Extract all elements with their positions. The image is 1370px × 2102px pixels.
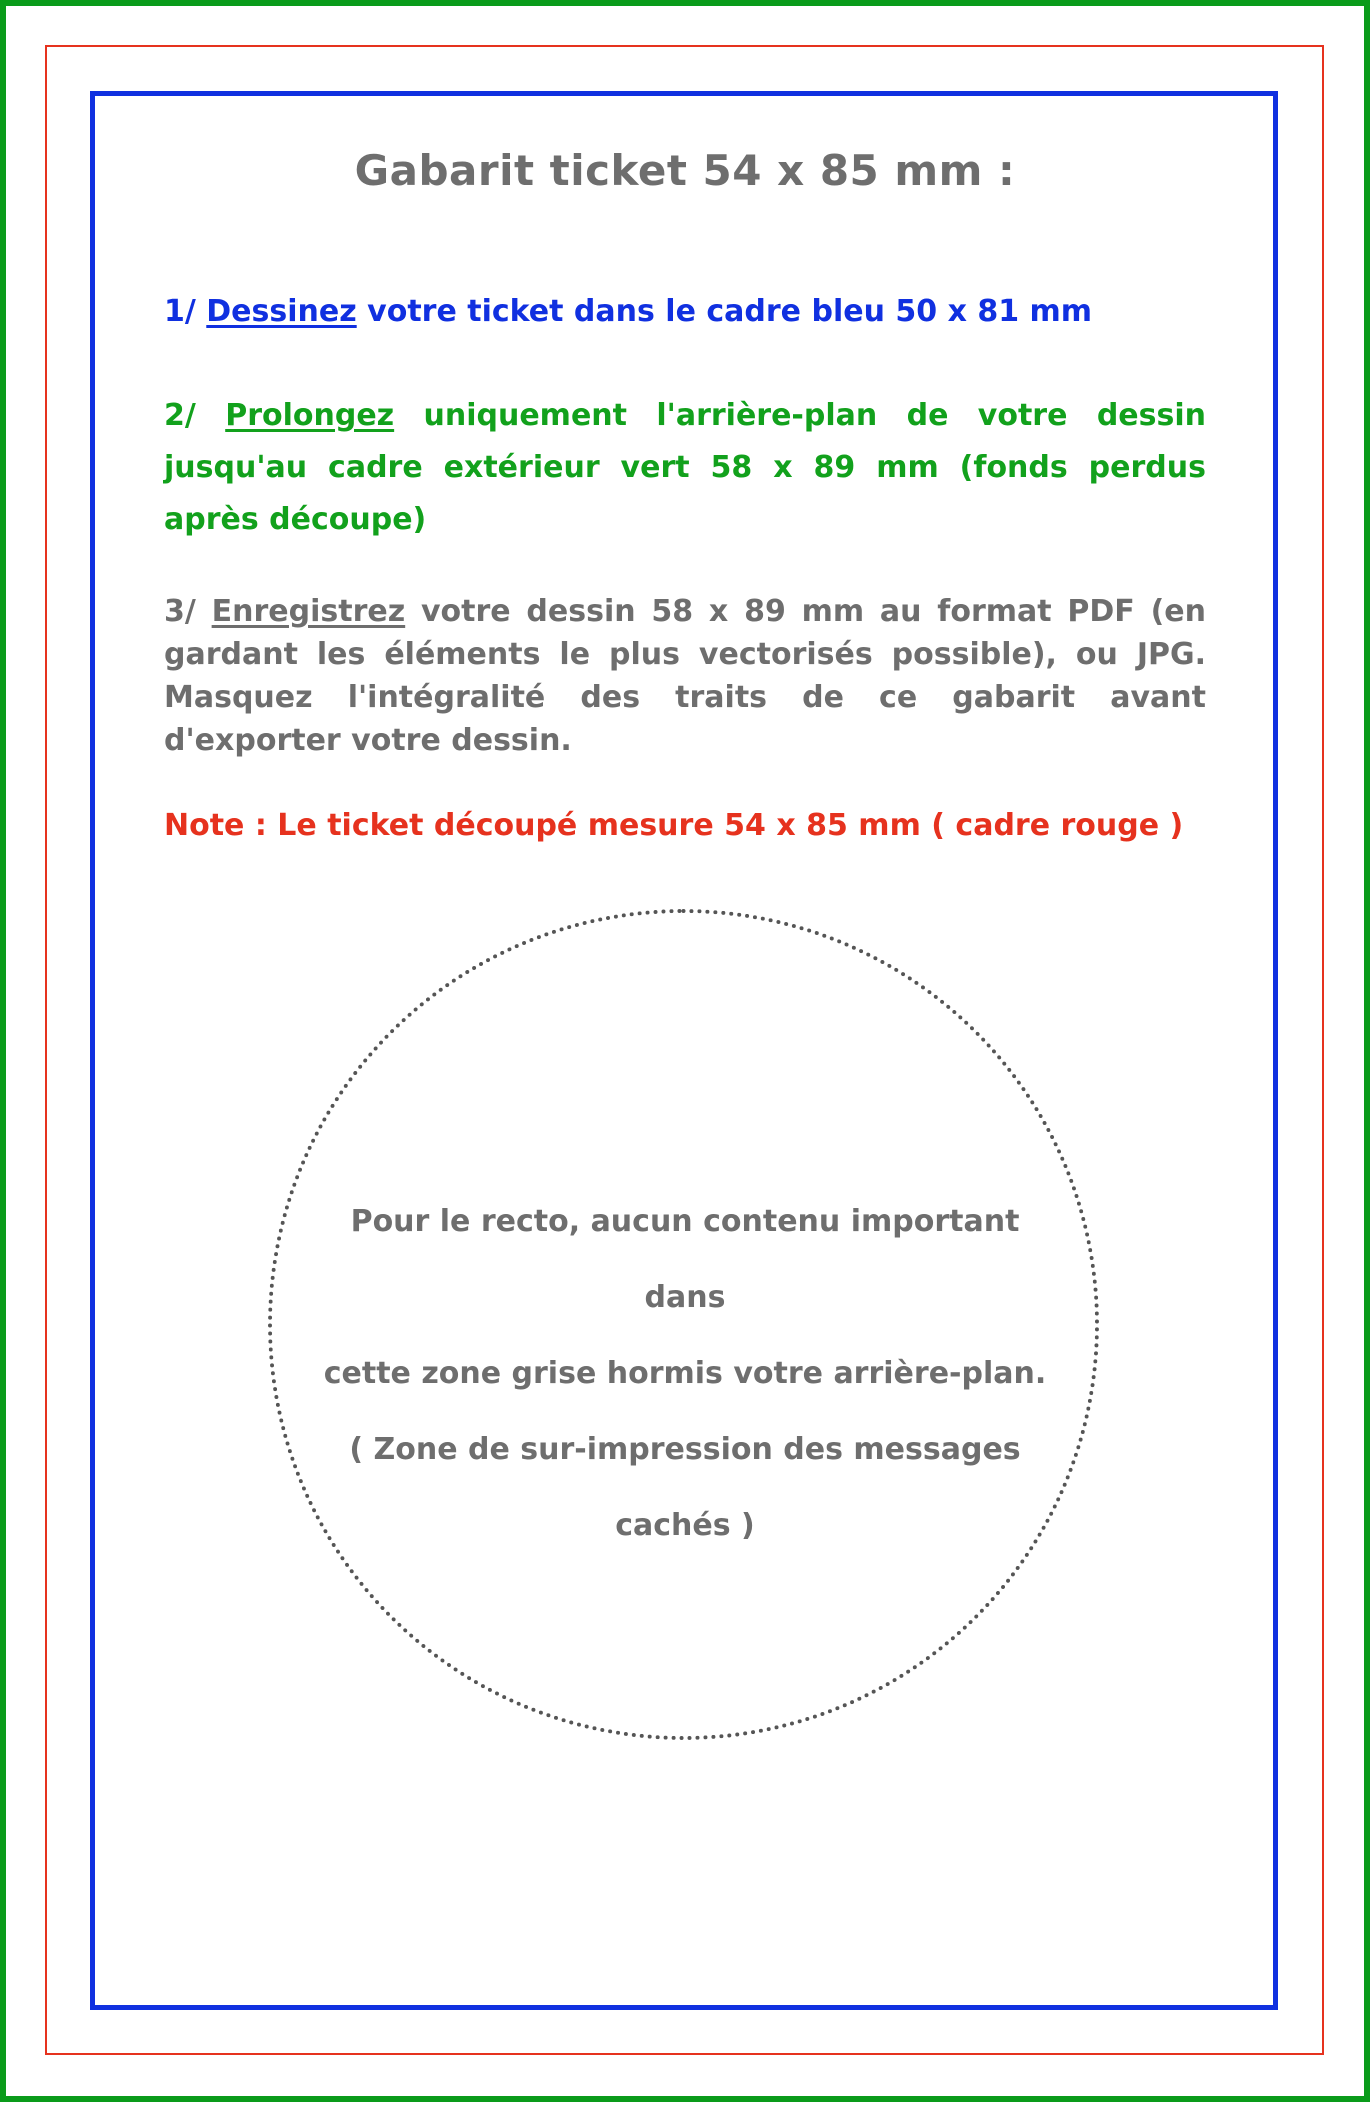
step-3-keyword: Enregistrez: [211, 594, 406, 629]
page-title: Gabarit ticket 54 x 85 mm :: [354, 146, 1016, 195]
step-1-text: votre ticket dans le cadre bleu 50 x 81 mm: [356, 294, 1093, 329]
step-3-text: votre dessin 58 x 89 mm au format PDF (en gardant les éléments le plus vectorisés possible), ou JPG. Masquez l'intégralité des traits de ce gabarit avant d'exporter votre dessin.: [164, 594, 1206, 758]
instruction-step-1: [164, 286, 1206, 338]
cut-size-note: Note : Le ticket découpé mesure 54 x 85 mm ( cadre rouge ): [164, 808, 1184, 843]
zone-line-3: ( Zone de sur-impression des messages: [349, 1432, 1021, 1467]
zone-line-1: Pour le recto, aucun contenu important dans: [350, 1204, 1020, 1315]
step-2-prefix: 2/: [164, 398, 226, 433]
step-2-keyword: Prolongez: [225, 398, 395, 433]
step-2-text: uniquement l'arrière-plan de votre dessin jusqu'au cadre extérieur vert 58 x 89 mm (fonds perdus après découpe): [164, 398, 1206, 537]
step-1-keyword: Dessinez: [206, 294, 357, 329]
overprint-zone-text: [310, 1184, 1060, 1564]
instruction-step-2: [164, 390, 1206, 546]
zone-line-2: cette zone grise hormis votre arrière-plan.: [323, 1356, 1047, 1391]
step-1-prefix: 1/: [164, 294, 207, 329]
zone-line-4: cachés ): [615, 1508, 755, 1543]
step-3-prefix: 3/: [164, 594, 212, 629]
instruction-step-3: [164, 590, 1206, 762]
